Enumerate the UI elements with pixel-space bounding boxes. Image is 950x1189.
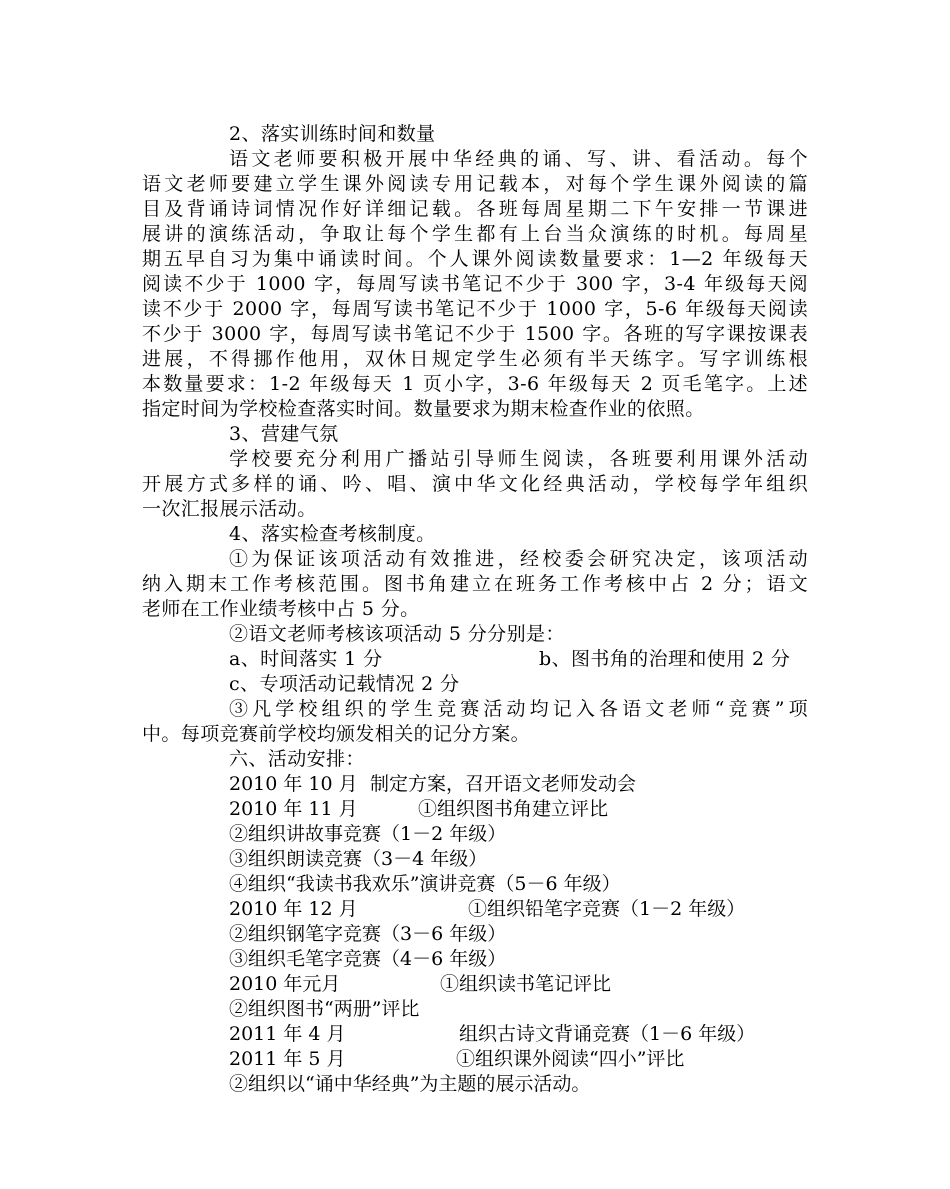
- schedule-date: 2010 年 10 月: [229, 773, 358, 795]
- section-heading: 3、营建气氛: [229, 423, 339, 445]
- paragraph-line: 读不少于 2000 字，每周写读书笔记不少于 1000 字，5-6 年级每天阅读: [142, 298, 808, 320]
- paragraph-line: 期五早自习为集中诵读时间。个人课外阅读数量要求：1—2 年级每天: [142, 248, 808, 270]
- schedule-item: ②组织图书“两册”评比: [229, 998, 420, 1020]
- paragraph-line: ①为保证该项活动有效推进，经校委会研究决定，该项活动: [229, 548, 808, 570]
- schedule-item: ③组织毛笔字竞赛（4－6 年级）: [229, 948, 507, 970]
- schedule-item: ②组织钢笔字竞赛（3－6 年级）: [229, 923, 507, 945]
- schedule-date: 2010 年元月: [229, 973, 341, 995]
- paragraph-line: 进展，不得挪作他用，双休日规定学生必须有半天练字。写字训练根: [142, 348, 808, 370]
- schedule-item: ④组织“我读书我欢乐”演讲竞赛（5－6 年级）: [229, 873, 621, 895]
- score-item: a、时间落实 1 分: [229, 648, 383, 670]
- schedule-item: ①组织铅笔字竞赛（1－2 年级）: [468, 898, 746, 920]
- paragraph-line: 不少于 3000 字，每周写读书笔记不少于 1500 字。各班的写字课按课表: [142, 323, 808, 345]
- section-heading: 2、落实训练时间和数量: [229, 123, 436, 145]
- schedule-item: 制定方案，召开语文老师发动会: [370, 773, 637, 795]
- paragraph-line: 阅读不少于 1000 字，每周写读书笔记不少于 300 字，3-4 年级每天阅: [142, 273, 808, 295]
- paragraph-line: 展讲的演练活动，争取让每个学生都有上台当众演练的时机。每周星: [142, 223, 808, 245]
- section-heading: 六、活动安排：: [229, 748, 365, 770]
- schedule-date: 2010 年 12 月: [229, 898, 358, 920]
- paragraph-line: ③凡学校组织的学生竞赛活动均记入各语文老师“竞赛”项: [229, 698, 808, 720]
- paragraph-line: 老师在工作业绩考核中占 5 分。: [142, 598, 420, 620]
- paragraph-line: 一次汇报展示活动。: [142, 498, 317, 520]
- paragraph-line: 本数量要求：1-2 年级每天 1 页小字，3-6 年级每天 2 页毛笔字。上述: [142, 373, 808, 395]
- schedule-item: 组织古诗文背诵竞赛（1－6 年级）: [459, 1023, 756, 1045]
- schedule-item: ①组织课外阅读“四小”评比: [456, 1048, 685, 1070]
- paragraph-line: 学校要充分利用广播站引导师生阅读，各班要利用课外活动: [229, 448, 808, 470]
- schedule-item: ①组织读书笔记评比: [440, 973, 612, 995]
- paragraph-line: 中。每项竞赛前学校均颁发相关的记分方案。: [142, 723, 531, 745]
- paragraph-line: 目及背诵诗词情况作好详细记载。各班每周星期二下午安排一节课进: [142, 198, 808, 220]
- schedule-date: 2010 年 11 月: [229, 798, 358, 820]
- schedule-item: ①组织图书角建立评比: [418, 798, 609, 820]
- section-heading: 4、落实检查考核制度。: [229, 523, 436, 545]
- schedule-item: ②组织讲故事竞赛（1－2 年级）: [229, 823, 507, 845]
- schedule-date: 2011 年 4 月: [229, 1023, 346, 1045]
- paragraph-line: 语文老师要建立学生课外阅读专用记载本，对每个学生课外阅读的篇: [142, 173, 808, 195]
- schedule-item: ②组织以“诵中华经典”为主题的展示活动。: [229, 1073, 591, 1095]
- schedule-item: ③组织朗读竞赛（3－4 年级）: [229, 848, 488, 870]
- paragraph-line: 开展方式多样的诵、吟、唱、演中华文化经典活动，学校每学年组织: [142, 473, 808, 495]
- score-item: c、专项活动记载情况 2 分: [229, 673, 460, 695]
- paragraph-line: 指定时间为学校检查落实时间。数量要求为期末检查作业的依照。: [142, 398, 705, 420]
- paragraph-line: ②语文老师考核该项活动 5 分分别是：: [229, 623, 565, 645]
- score-item: b、图书角的治理和使用 2 分: [539, 648, 791, 670]
- paragraph-line: 语文老师要积极开展中华经典的诵、写、讲、看活动。每个: [229, 148, 808, 170]
- paragraph-line: 纳入期末工作考核范围。图书角建立在班务工作考核中占 2 分；语文: [142, 573, 808, 595]
- schedule-date: 2011 年 5 月: [229, 1048, 346, 1070]
